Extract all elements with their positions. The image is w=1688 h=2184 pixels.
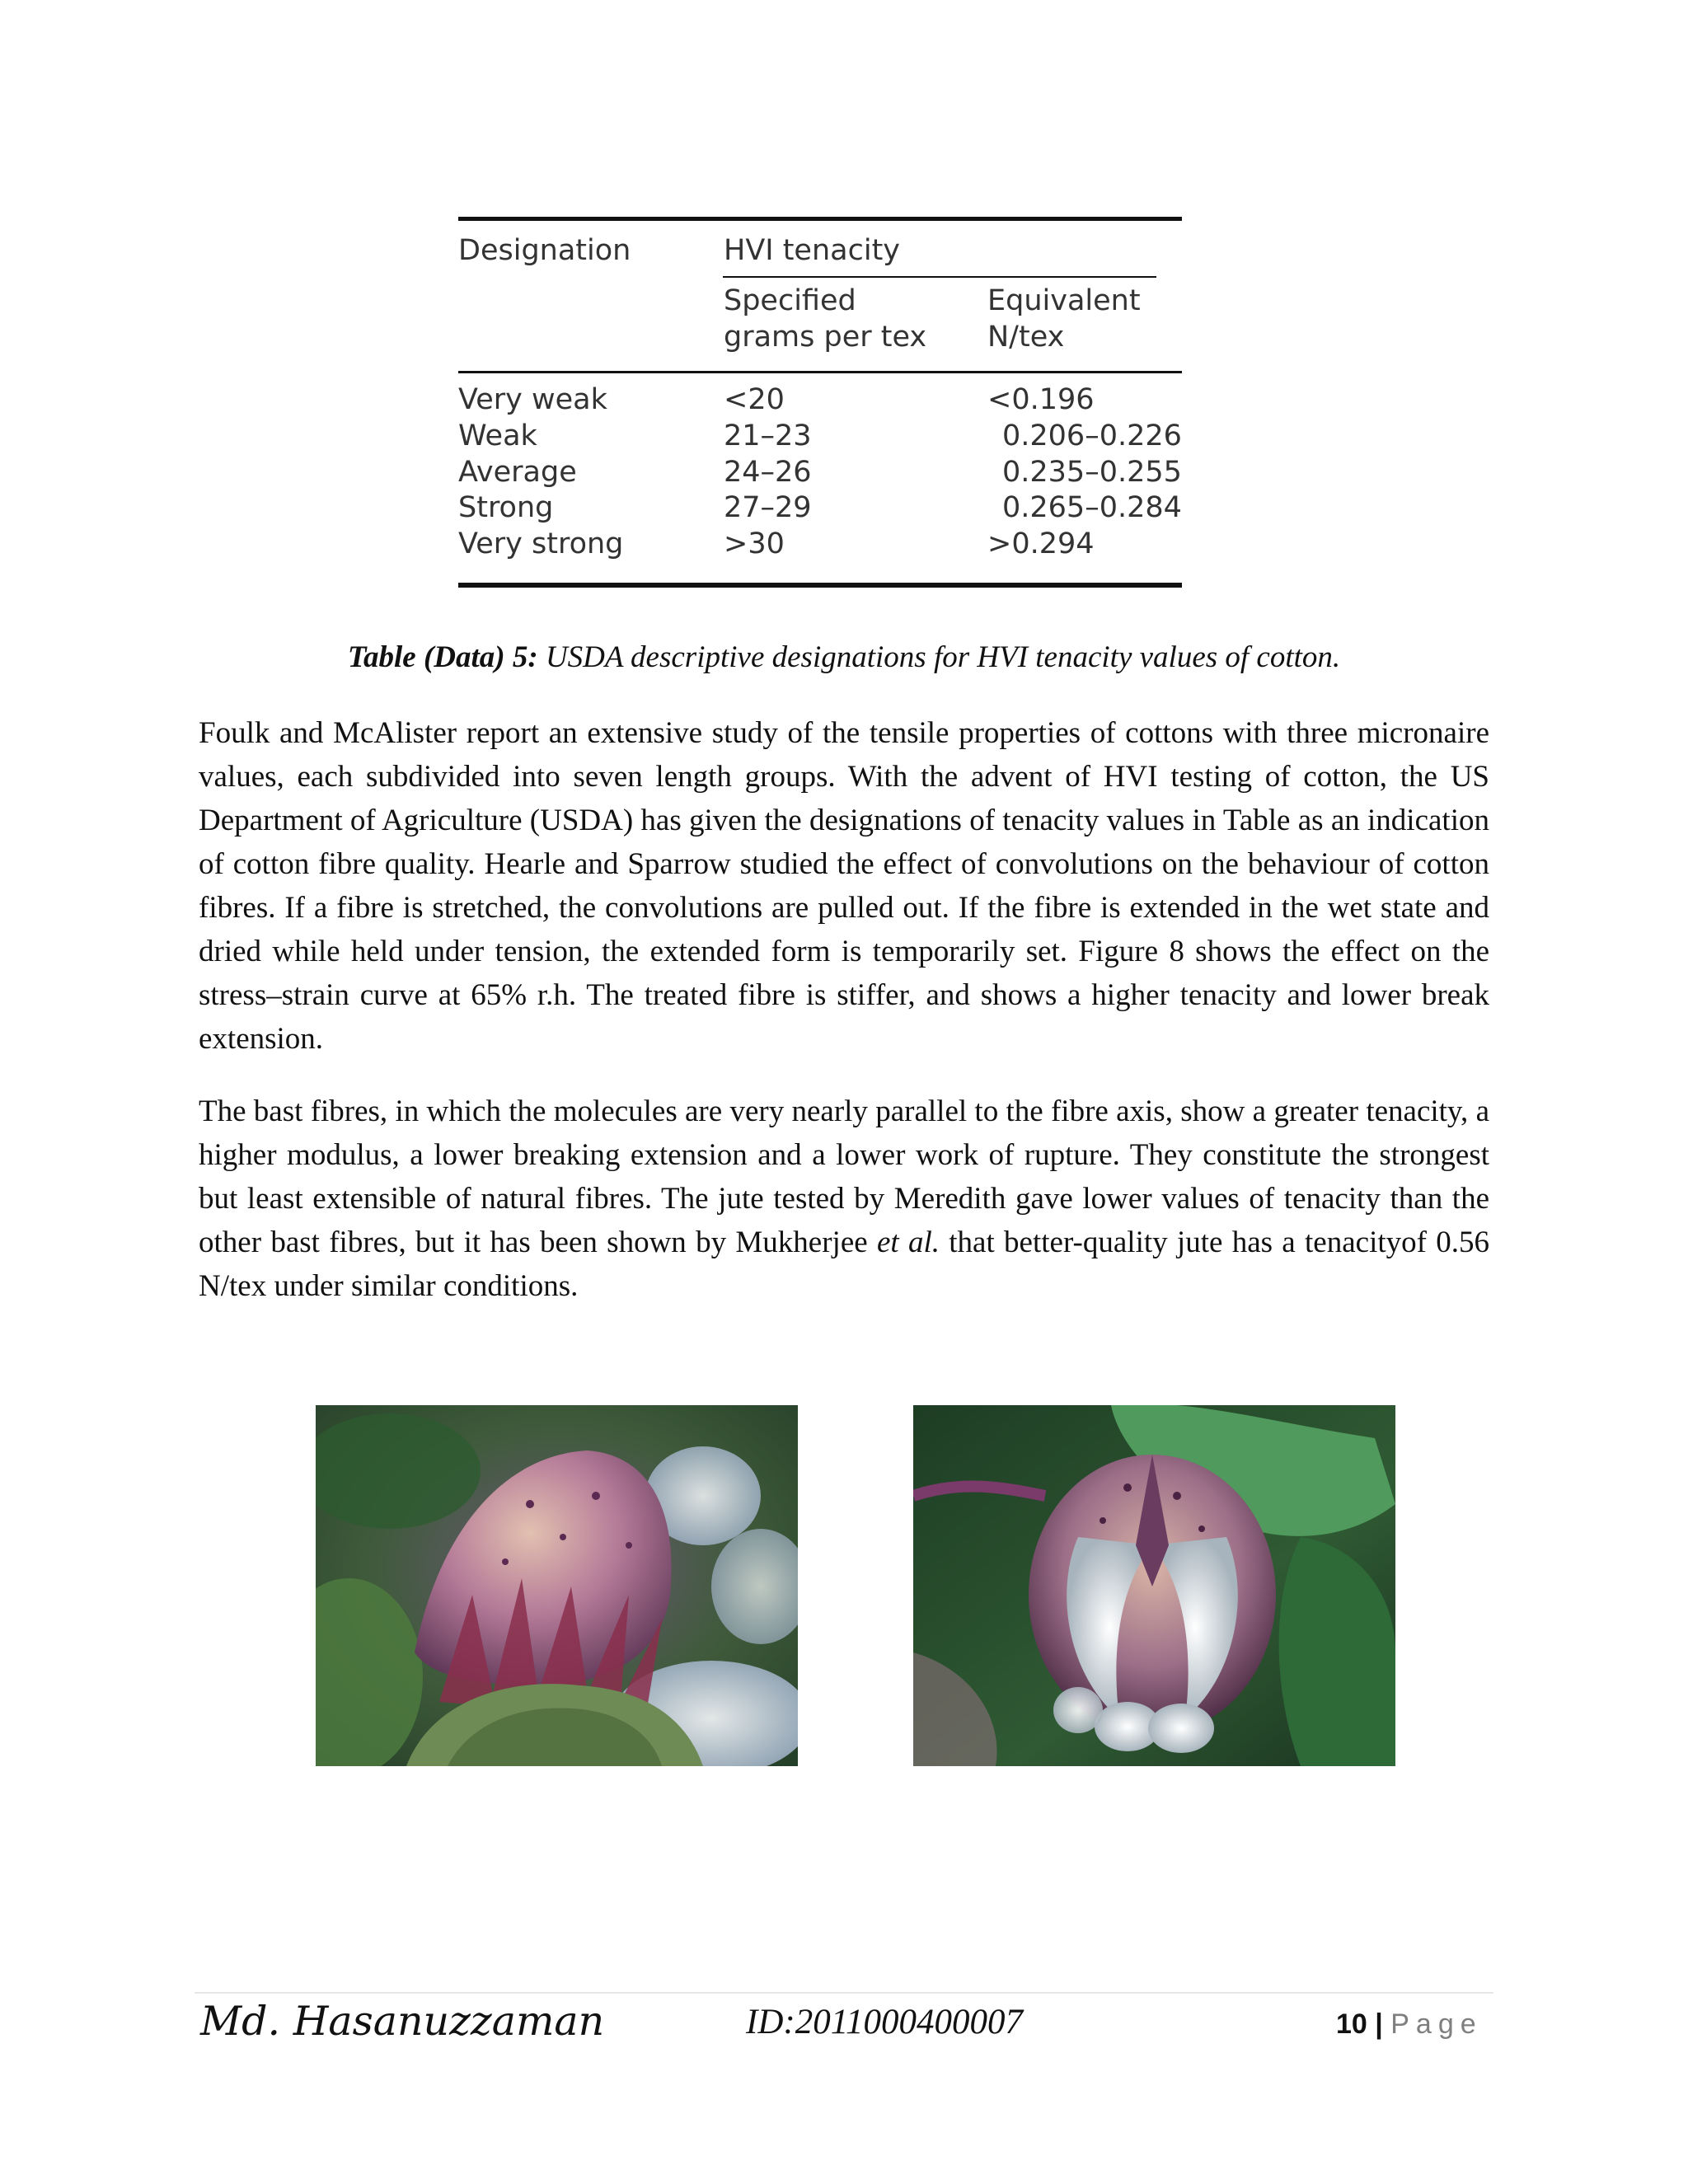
- footer-rule: [195, 1992, 1493, 1994]
- table-bottom-rule: [458, 583, 1182, 588]
- table-top-rule: [458, 217, 1182, 221]
- table-row-equivalent: 0.206–0.226: [1002, 419, 1182, 452]
- table-row-equivalent: 0.235–0.255: [1002, 456, 1182, 489]
- paragraph-2-text-a: The bast fibres, in which the molecules are very nearly parallel to the fibre axis, show a greater tenacity, a higher modulus, a lower breaking extension and a lower work of rupture. They constitute the strongest but least extensible of natural fibres. The jute tested by Meredith gave lower values of tenacity than the other bast fibres, but it has been shown by Mukherjee: [199, 1094, 1489, 1259]
- header-designation: Designation: [458, 234, 631, 267]
- footer-page-number: [1336, 2004, 1483, 2044]
- table-row-specified: <20: [724, 383, 785, 416]
- page-separator: |: [1375, 2008, 1383, 2040]
- paragraph-2-text-b: that better-quality jute has a tenacityof 0.56 N/tex under similar conditions.: [199, 1226, 1489, 1303]
- table-row-specified: 24–26: [724, 456, 812, 489]
- body-paragraph-1: Foulk and McAlister report an extensive study of the tensile properties of cottons with three micronaire values, each subdivided into seven length groups. With the advent of HVI testing of cotton, the US Department of Agriculture (USDA) has given the designations of tenacity values in Table as an indication of cotton fibre quality. Hearle and Sparrow studied the effect of convolutions on the behaviour of cotton fibres. If a fibre is stretched, the convolutions are pulled out. If the fibre is extended in the wet state and dried while held under tension, the extended form is temporarily set. Figure 8 shows the effect on the stress–strain curve at 65% r.h. The treated fibre is stiffer, and shows a higher tenacity and lower break extension.: [199, 716, 1489, 1056]
- table-caption: [0, 637, 1688, 678]
- footer-student-id: ID:2011000400007: [746, 2003, 1024, 2041]
- cotton-boll-photo: [913, 1405, 1395, 1766]
- paragraph-2-et-al: et al.: [876, 1226, 940, 1259]
- tenacity-table: [458, 217, 1182, 590]
- header-specified: Specified grams per tex: [724, 284, 927, 354]
- header-hvi-tenacity: HVI tenacity: [724, 234, 900, 267]
- table-row-designation: Average: [458, 456, 577, 489]
- header-equivalent: Equivalent N/tex: [987, 284, 1141, 354]
- page-word: Page: [1390, 2008, 1483, 2040]
- footer-author: Md. Hasanuzzaman: [200, 1998, 605, 2045]
- cotton-bud-photo: [316, 1405, 798, 1766]
- table-row-specified: 21–23: [724, 419, 812, 452]
- table-row-designation: Very strong: [458, 527, 624, 560]
- table-row-specified: 27–29: [724, 491, 812, 524]
- table-row-designation: Very weak: [458, 383, 607, 416]
- table-row-equivalent: 0.265–0.284: [1002, 491, 1182, 524]
- body-paragraph-2: [199, 1090, 1489, 1308]
- table-subheader-rule: [723, 276, 1156, 278]
- table-row-specified: >30: [724, 527, 785, 560]
- caption-label: Table (Data) 5:: [347, 640, 538, 674]
- table-row-equivalent: >0.294: [987, 527, 1095, 560]
- page-number: 10: [1336, 2008, 1367, 2040]
- table-row-equivalent: <0.196: [987, 383, 1095, 416]
- table-row-designation: Weak: [458, 419, 537, 452]
- table-header-rule: [458, 371, 1182, 373]
- table-row-designation: Strong: [458, 491, 554, 524]
- caption-text: USDA descriptive designations for HVI tenacity values of cotton.: [537, 640, 1341, 674]
